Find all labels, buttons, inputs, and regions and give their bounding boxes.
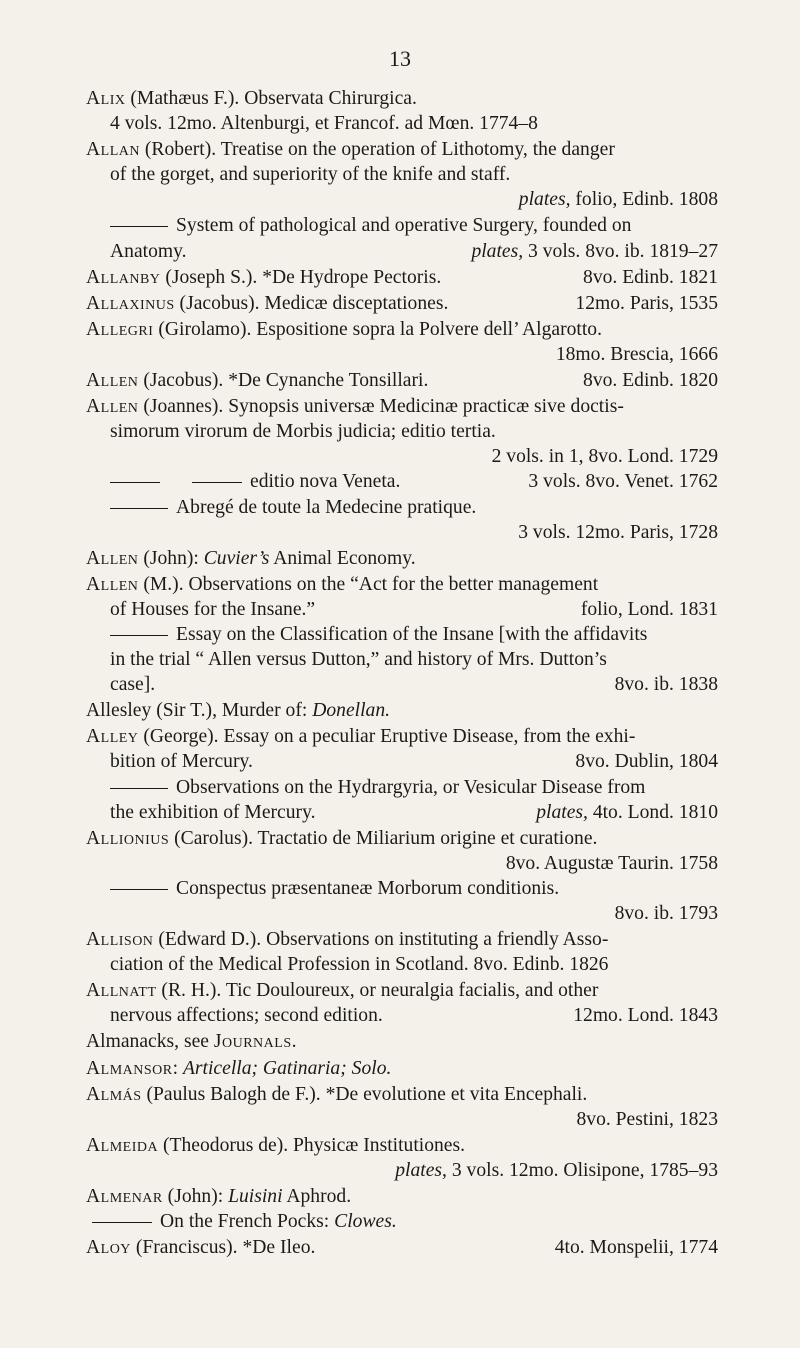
author-surname: Allen bbox=[86, 370, 139, 392]
title-text: Allesley (Sir T.), Murder of: bbox=[86, 700, 313, 722]
line-left bbox=[86, 548, 416, 569]
title-text: ciation of the Medical Profession in Scotland. 8vo. Edinb. 1826 bbox=[110, 954, 609, 976]
ditto-rule bbox=[192, 482, 242, 483]
imprint-text: folio, Lond. 1831 bbox=[580, 598, 718, 620]
author-surname: Almenar bbox=[86, 1186, 163, 1208]
entry-line bbox=[86, 826, 718, 851]
line-left bbox=[110, 954, 608, 975]
entry-line bbox=[86, 572, 718, 597]
ditto-rule bbox=[110, 889, 168, 890]
title-text: : bbox=[172, 1057, 183, 1079]
entry-line bbox=[86, 597, 718, 622]
catalogue-entry bbox=[86, 394, 718, 545]
page-number: 13 bbox=[389, 46, 411, 71]
line-left bbox=[86, 291, 448, 316]
line-left bbox=[110, 800, 316, 825]
imprint-text: 3 vols. 8vo. Venet. 1762 bbox=[528, 471, 718, 493]
catalogue-entry bbox=[86, 86, 718, 136]
catalogue-entry bbox=[86, 265, 718, 290]
imprint bbox=[536, 800, 718, 825]
ditto-rule bbox=[92, 1222, 152, 1223]
imprint-text: 8vo. Edinb. 1821 bbox=[583, 266, 718, 288]
title-text: bition of Mercury. bbox=[110, 751, 253, 773]
entry-line bbox=[86, 162, 718, 187]
line-left bbox=[86, 265, 441, 290]
line-left bbox=[86, 929, 608, 950]
entry-line bbox=[86, 1056, 718, 1081]
title-text: (John): bbox=[138, 547, 204, 569]
author-surname: Almás bbox=[86, 1083, 142, 1105]
line-left bbox=[110, 597, 315, 622]
imprint-text: 12mo. Lond. 1843 bbox=[573, 1005, 718, 1027]
title-text: simorum virorum de Morbis judicia; editio tertia. bbox=[110, 421, 496, 443]
line-left bbox=[86, 980, 598, 1001]
imprint bbox=[555, 1235, 718, 1260]
catalogue-entry bbox=[86, 698, 718, 723]
imprint-text: 4to. Monspelii, 1774 bbox=[554, 1237, 718, 1259]
entry-line bbox=[86, 775, 718, 800]
catalogue-entry bbox=[86, 826, 718, 926]
imprint: 3 vols. 12mo. Paris, 1728 bbox=[518, 521, 718, 543]
line-left bbox=[110, 672, 155, 697]
line-left bbox=[86, 139, 615, 160]
imprint-text: 4to. Lond. 1810 bbox=[587, 801, 718, 823]
line-left bbox=[86, 726, 635, 747]
line-left bbox=[615, 903, 718, 924]
cross-reference: Articella; Gatinaria; Solo. bbox=[182, 1057, 392, 1079]
entry-line bbox=[86, 342, 718, 367]
ditto-rule bbox=[110, 508, 168, 509]
entry-line bbox=[86, 444, 718, 469]
author-surname: Almansor bbox=[86, 1057, 173, 1079]
entry-line bbox=[86, 978, 718, 1003]
author-surname: Allionius bbox=[86, 827, 170, 849]
format-note: plates, bbox=[518, 189, 571, 211]
title-text: (R. H.). Tic Douloureux, or neuralgia facialis, and other bbox=[156, 980, 599, 1002]
title-text: (George). Essay on a peculiar Eruptive Disease, from the exhi- bbox=[138, 726, 636, 748]
cross-reference: Journals. bbox=[213, 1031, 298, 1053]
line-left bbox=[395, 1160, 718, 1181]
line-left bbox=[110, 164, 510, 185]
line-left bbox=[86, 396, 624, 417]
title-text: (M.). Observations on the “Act for the better management bbox=[138, 573, 599, 595]
ditto-rule bbox=[110, 635, 168, 636]
catalogue-entry bbox=[86, 978, 718, 1028]
catalogue-entry bbox=[86, 368, 718, 393]
catalogue-entry bbox=[86, 1056, 718, 1081]
line-left bbox=[110, 113, 538, 134]
imprint: 18mo. Brescia, 1666 bbox=[555, 343, 718, 365]
entry-line bbox=[86, 876, 718, 901]
catalogue-entry bbox=[86, 213, 718, 263]
title-text: Almanacks, see bbox=[86, 1031, 214, 1053]
line-left bbox=[86, 215, 631, 236]
catalogue-entry bbox=[86, 927, 718, 977]
imprint: 8vo. ib. 1793 bbox=[614, 903, 718, 924]
author-surname: Allnatt bbox=[86, 980, 157, 1002]
title-text: (Edward D.). Observations on instituting a friendly Asso- bbox=[153, 929, 609, 951]
entry-line bbox=[86, 1107, 718, 1132]
entry-line bbox=[86, 901, 718, 926]
entry-line bbox=[86, 520, 718, 545]
author-surname: Aloy bbox=[86, 1237, 131, 1259]
catalogue-entry bbox=[86, 546, 718, 571]
line-left bbox=[519, 189, 718, 210]
entry-line bbox=[86, 1184, 718, 1209]
imprint bbox=[615, 672, 718, 697]
entry-line bbox=[86, 187, 718, 212]
entry-line bbox=[86, 698, 718, 723]
entry-line bbox=[86, 86, 718, 111]
title-text: (Joseph S.). *De Hydrope Pectoris. bbox=[160, 266, 442, 288]
catalogue-entry bbox=[86, 724, 718, 824]
title-text: (Franciscus). *De Ileo. bbox=[130, 1237, 316, 1259]
entry-line bbox=[86, 137, 718, 162]
entry-line bbox=[86, 1235, 718, 1260]
entry-line bbox=[86, 851, 718, 876]
line-left bbox=[86, 1235, 315, 1260]
entry-line bbox=[86, 394, 718, 419]
entry-line bbox=[86, 265, 718, 290]
line-left bbox=[86, 1211, 397, 1232]
catalogue-entry bbox=[86, 1082, 718, 1132]
imprint: 8vo. Augustæ Taurin. 1758 bbox=[505, 852, 718, 874]
imprint: folio, Edinb. 1808 bbox=[570, 189, 718, 211]
author-surname: Almeida bbox=[86, 1134, 159, 1156]
title-text: (Robert). Treatise on the operation of Lithotomy, the danger bbox=[139, 139, 615, 161]
entry-line bbox=[86, 546, 718, 571]
entry-line bbox=[86, 927, 718, 952]
cross-reference: Donellan. bbox=[312, 700, 391, 722]
title-text: Conspectus præsentaneæ Morborum conditionis. bbox=[176, 877, 560, 899]
author-surname: Allison bbox=[86, 929, 154, 951]
title-text: (Mathæus F.). Observata Chirurgica. bbox=[125, 88, 417, 109]
ditto-rule bbox=[110, 788, 168, 789]
entry-line bbox=[86, 622, 718, 647]
line-left bbox=[86, 624, 647, 645]
entry-line bbox=[86, 672, 718, 697]
author-surname: Alley bbox=[86, 726, 139, 748]
author-surname: Allegri bbox=[86, 318, 154, 340]
imprint bbox=[575, 291, 718, 316]
line-left bbox=[576, 1109, 718, 1130]
catalogue-entry bbox=[86, 137, 718, 212]
entry-line bbox=[86, 495, 718, 520]
line-left bbox=[86, 319, 602, 340]
entry-line bbox=[86, 1133, 718, 1158]
format-note: plates, bbox=[536, 801, 588, 823]
entry-line bbox=[86, 419, 718, 444]
title-text: Anatomy. bbox=[110, 240, 187, 262]
imprint: 2 vols. in 1, 8vo. Lond. 1729 bbox=[491, 446, 718, 468]
imprint-text: 12mo. Paris, 1535 bbox=[575, 292, 718, 314]
imprint-text: 8vo. ib. 1838 bbox=[614, 674, 718, 696]
entry-line bbox=[86, 291, 718, 316]
title-text: Aphrod. bbox=[282, 1186, 352, 1208]
entry-line bbox=[86, 469, 718, 494]
format-note: plates, bbox=[395, 1159, 447, 1181]
imprint bbox=[575, 749, 718, 774]
imprint bbox=[528, 469, 718, 494]
entry-line bbox=[86, 952, 718, 977]
line-left bbox=[86, 878, 559, 899]
author-surname: Allen bbox=[86, 573, 139, 595]
title-text: (Girolamo). Espositione sopra la Polvere dell’ Algarotto. bbox=[153, 318, 602, 340]
author-surname: Allanby bbox=[86, 266, 161, 288]
entry-line bbox=[86, 800, 718, 825]
author-surname: Allen bbox=[86, 547, 139, 569]
line-left bbox=[110, 749, 253, 774]
entry-line bbox=[86, 1082, 718, 1107]
line-left bbox=[86, 88, 417, 109]
line-left bbox=[86, 777, 645, 798]
line-left bbox=[86, 1031, 297, 1052]
line-left bbox=[86, 574, 598, 595]
line-left bbox=[86, 700, 390, 721]
imprint: 3 vols. 12mo. Olisipone, 1785–93 bbox=[446, 1159, 718, 1181]
cross-reference: Clowes. bbox=[334, 1211, 397, 1233]
line-left bbox=[110, 421, 496, 442]
line-left bbox=[86, 1135, 465, 1156]
entry-line bbox=[86, 1158, 718, 1183]
imprint bbox=[573, 1003, 718, 1028]
title-text: (Paulus Balogh de F.). *De evolutione et vita Encephali. bbox=[141, 1083, 588, 1105]
catalogue-entry bbox=[86, 317, 718, 367]
line-left bbox=[86, 497, 476, 518]
entry-line bbox=[86, 724, 718, 749]
title-text: Essay on the Classification of the Insane [with the affidavits bbox=[176, 623, 648, 645]
title-text: On the French Pocks: bbox=[160, 1211, 335, 1233]
title-text: (John): bbox=[162, 1186, 229, 1208]
line-left bbox=[518, 522, 718, 543]
author-surname: Allen bbox=[86, 396, 139, 418]
title-text: of the gorget, and superiority of the knife and staff. bbox=[110, 164, 511, 186]
ditto-rule bbox=[110, 482, 160, 483]
line-left bbox=[86, 1186, 351, 1207]
line-left bbox=[110, 649, 607, 670]
title-text: (Carolus). Tractatio de Miliarium origine et curatione. bbox=[169, 827, 598, 849]
title-text: the exhibition of Mercury. bbox=[110, 801, 316, 823]
format-note: plates, bbox=[471, 240, 524, 262]
title-text: case]. bbox=[110, 674, 156, 696]
catalogue-entry bbox=[86, 291, 718, 316]
line-left bbox=[86, 1084, 587, 1105]
imprint: 8vo. Pestini, 1823 bbox=[576, 1108, 718, 1130]
author-surname: Allaxinus bbox=[86, 292, 175, 314]
line-left bbox=[86, 368, 428, 393]
ditto-rule bbox=[110, 226, 168, 227]
title-text: 4 vols. 12mo. Altenburgi, et Francof. ad Mœn. 1774–8 bbox=[110, 113, 538, 135]
imprint bbox=[471, 239, 718, 264]
title-text: Animal Economy. bbox=[269, 547, 416, 569]
catalogue-entry bbox=[86, 1184, 718, 1234]
title-text: editio nova Veneta. bbox=[250, 471, 401, 493]
title-text: Observations on the Hydrargyria, or Vesicular Disease from bbox=[176, 776, 646, 798]
entry-line bbox=[86, 1029, 718, 1054]
catalogue-entry bbox=[86, 572, 718, 697]
title-text: System of pathological and operative Surgery, founded on bbox=[176, 215, 632, 237]
catalogue-entry bbox=[86, 1029, 718, 1054]
title-text: (Jacobus). Medicæ disceptationes. bbox=[174, 292, 449, 314]
line-left bbox=[86, 828, 597, 849]
imprint bbox=[581, 597, 718, 622]
author-surname: Alix bbox=[86, 88, 126, 109]
entry-line bbox=[86, 368, 718, 393]
cross-reference: Luisini bbox=[228, 1186, 283, 1208]
line-left bbox=[86, 1058, 391, 1079]
entry-line bbox=[86, 1209, 718, 1234]
entry-line bbox=[86, 1003, 718, 1028]
imprint-text: 8vo. Dublin, 1804 bbox=[575, 751, 718, 773]
entry-list bbox=[86, 86, 718, 1261]
line-left bbox=[492, 446, 718, 467]
catalogue-entry bbox=[86, 1235, 718, 1260]
cross-reference: Cuvier’s bbox=[203, 547, 270, 569]
entry-line bbox=[86, 317, 718, 342]
imprint-text: 8vo. Edinb. 1820 bbox=[583, 370, 718, 392]
line-left bbox=[556, 344, 718, 365]
title-text: nervous affections; second edition. bbox=[110, 1005, 383, 1027]
line-left bbox=[110, 1003, 383, 1028]
title-text: of Houses for the Insane.” bbox=[110, 598, 316, 620]
line-left bbox=[506, 853, 718, 874]
imprint bbox=[583, 265, 718, 290]
title-text: Abregé de toute la Medecine pratique. bbox=[176, 496, 477, 518]
catalogue-entry bbox=[86, 1133, 718, 1183]
line-left bbox=[86, 469, 400, 494]
author-surname: Allan bbox=[86, 139, 140, 161]
entry-line bbox=[86, 749, 718, 774]
entry-line bbox=[86, 647, 718, 672]
imprint-text: 3 vols. 8vo. ib. 1819–27 bbox=[523, 240, 718, 262]
title-text: (Jacobus). *De Cynanche Tonsillari. bbox=[138, 370, 429, 392]
line-left bbox=[110, 239, 187, 264]
title-text: in the trial “ Allen versus Dutton,” and history of Mrs. Dutton’s bbox=[110, 649, 607, 671]
entry-line bbox=[86, 239, 718, 264]
imprint bbox=[583, 368, 718, 393]
title-text: (Joannes). Synopsis universæ Medicinæ practicæ sive doctis- bbox=[138, 396, 624, 418]
entry-line bbox=[86, 111, 718, 136]
entry-line bbox=[86, 213, 718, 238]
title-text: (Theodorus de). Physicæ Institutiones. bbox=[158, 1134, 466, 1156]
